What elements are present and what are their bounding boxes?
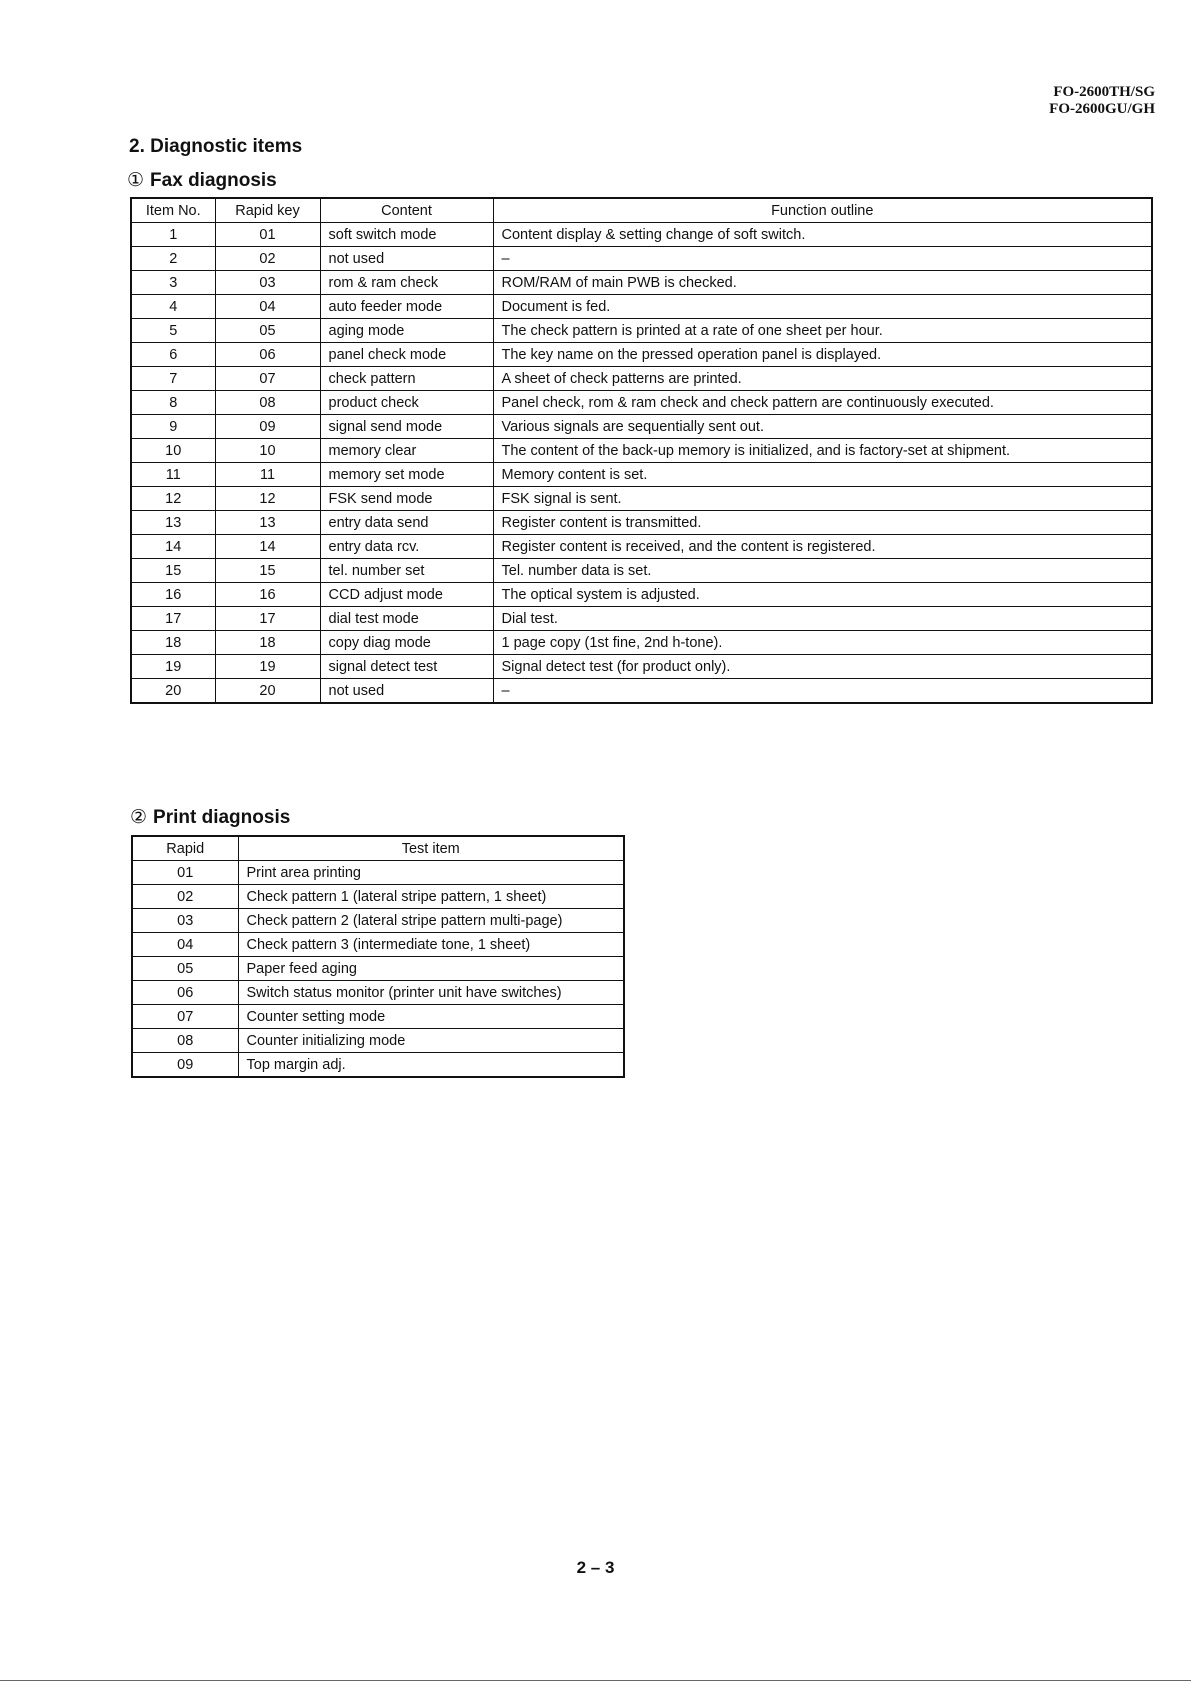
table-row — [131, 535, 1152, 559]
function-outline-cell: A sheet of check patterns are printed. — [493, 367, 1152, 391]
function-outline-cell: ROM/RAM of main PWB is checked. — [493, 271, 1152, 295]
test-item-cell: Counter initializing mode — [238, 1029, 624, 1053]
table-row — [131, 295, 1152, 319]
item-number-cell: 3 — [131, 271, 215, 295]
function-outline-cell: The key name on the pressed operation panel is displayed. — [493, 343, 1152, 367]
test-item-cell: Check pattern 1 (lateral stripe pattern, 1 sheet) — [238, 885, 624, 909]
content-cell: CCD adjust mode — [320, 583, 493, 607]
item-number-cell: 16 — [131, 583, 215, 607]
test-item-cell: Check pattern 2 (lateral stripe pattern multi-page) — [238, 909, 624, 933]
table-row — [131, 559, 1152, 583]
function-outline-cell: Content display & setting change of soft switch. — [493, 223, 1152, 247]
content-cell: soft switch mode — [320, 223, 493, 247]
test-item-cell: Paper feed aging — [238, 957, 624, 981]
rapid-key-cell: 17 — [215, 607, 320, 631]
rapid-cell: 04 — [132, 933, 238, 957]
model-number-line-1: FO-2600TH/SG — [1053, 84, 1155, 100]
print-diagnosis-heading — [130, 806, 290, 829]
test-item-cell: Switch status monitor (printer unit have switches) — [238, 981, 624, 1005]
table-row — [131, 247, 1152, 271]
content-cell: panel check mode — [320, 343, 493, 367]
fax-table-body — [131, 223, 1152, 704]
item-number-cell: 6 — [131, 343, 215, 367]
function-outline-cell: FSK signal is sent. — [493, 487, 1152, 511]
function-outline-cell: Dial test. — [493, 607, 1152, 631]
column-header-rapid-key: Rapid key — [215, 198, 320, 223]
item-number-cell: 7 — [131, 367, 215, 391]
item-number-cell: 13 — [131, 511, 215, 535]
test-item-cell: Top margin adj. — [238, 1053, 624, 1078]
function-outline-cell: – — [493, 679, 1152, 704]
print-diagnosis-title: Print diagnosis — [153, 807, 291, 828]
item-number-cell: 5 — [131, 319, 215, 343]
item-number-cell: 10 — [131, 439, 215, 463]
content-cell: signal send mode — [320, 415, 493, 439]
fax-diagnosis-heading — [127, 169, 277, 192]
rapid-key-cell: 20 — [215, 679, 320, 704]
table-row — [131, 511, 1152, 535]
rapid-key-cell: 11 — [215, 463, 320, 487]
table-row — [131, 655, 1152, 679]
function-outline-cell: Register content is received, and the content is registered. — [493, 535, 1152, 559]
content-cell: not used — [320, 247, 493, 271]
rapid-cell: 02 — [132, 885, 238, 909]
rapid-key-cell: 07 — [215, 367, 320, 391]
print-table-body — [132, 861, 624, 1078]
rapid-key-cell: 05 — [215, 319, 320, 343]
rapid-key-cell: 04 — [215, 295, 320, 319]
item-number-cell: 18 — [131, 631, 215, 655]
section-title: 2. Diagnostic items — [129, 136, 303, 157]
page-bottom-rule — [0, 1680, 1191, 1681]
column-header-function-outline: Function outline — [493, 198, 1152, 223]
content-cell: dial test mode — [320, 607, 493, 631]
rapid-key-cell: 14 — [215, 535, 320, 559]
function-outline-cell: The optical system is adjusted. — [493, 583, 1152, 607]
table-row — [132, 933, 624, 957]
rapid-cell: 07 — [132, 1005, 238, 1029]
item-number-cell: 2 — [131, 247, 215, 271]
function-outline-cell: The check pattern is printed at a rate of one sheet per hour. — [493, 319, 1152, 343]
table-row — [131, 583, 1152, 607]
rapid-key-cell: 13 — [215, 511, 320, 535]
rapid-cell: 08 — [132, 1029, 238, 1053]
function-outline-cell: Register content is transmitted. — [493, 511, 1152, 535]
rapid-cell: 05 — [132, 957, 238, 981]
function-outline-cell: – — [493, 247, 1152, 271]
rapid-key-cell: 15 — [215, 559, 320, 583]
table-row — [131, 415, 1152, 439]
function-outline-cell: Signal detect test (for product only). — [493, 655, 1152, 679]
rapid-key-cell: 16 — [215, 583, 320, 607]
rapid-key-cell: 01 — [215, 223, 320, 247]
rapid-key-cell: 10 — [215, 439, 320, 463]
item-number-cell: 8 — [131, 391, 215, 415]
page-number: 2 – 3 — [576, 1558, 615, 1577]
function-outline-cell: Tel. number data is set. — [493, 559, 1152, 583]
item-number-cell: 15 — [131, 559, 215, 583]
content-cell: rom & ram check — [320, 271, 493, 295]
table-row — [131, 343, 1152, 367]
table-row — [131, 463, 1152, 487]
column-header-test-item: Test item — [238, 836, 624, 861]
table-row — [131, 679, 1152, 704]
table-row — [132, 909, 624, 933]
content-cell: copy diag mode — [320, 631, 493, 655]
table-row — [132, 1053, 624, 1078]
content-cell: not used — [320, 679, 493, 704]
table-row — [131, 391, 1152, 415]
table-row — [132, 957, 624, 981]
fax-table-header-row — [131, 198, 1152, 223]
content-cell: memory clear — [320, 439, 493, 463]
fax-diagnosis-title: Fax diagnosis — [150, 170, 277, 191]
test-item-cell: Check pattern 3 (intermediate tone, 1 sheet) — [238, 933, 624, 957]
table-row — [131, 319, 1152, 343]
rapid-cell: 06 — [132, 981, 238, 1005]
content-cell: check pattern — [320, 367, 493, 391]
item-number-cell: 4 — [131, 295, 215, 319]
item-number-cell: 12 — [131, 487, 215, 511]
rapid-key-cell: 02 — [215, 247, 320, 271]
model-number-header — [1049, 84, 1155, 118]
table-row — [132, 885, 624, 909]
table-row — [132, 1005, 624, 1029]
column-header-content: Content — [320, 198, 493, 223]
content-cell: tel. number set — [320, 559, 493, 583]
function-outline-cell: Memory content is set. — [493, 463, 1152, 487]
rapid-key-cell: 12 — [215, 487, 320, 511]
item-number-cell: 19 — [131, 655, 215, 679]
rapid-key-cell: 03 — [215, 271, 320, 295]
rapid-key-cell: 18 — [215, 631, 320, 655]
table-row — [131, 367, 1152, 391]
function-outline-cell: Document is fed. — [493, 295, 1152, 319]
content-cell: signal detect test — [320, 655, 493, 679]
content-cell: entry data rcv. — [320, 535, 493, 559]
table-row — [131, 607, 1152, 631]
content-cell: FSK send mode — [320, 487, 493, 511]
table-row — [131, 439, 1152, 463]
item-number-cell: 9 — [131, 415, 215, 439]
rapid-key-cell: 08 — [215, 391, 320, 415]
content-cell: entry data send — [320, 511, 493, 535]
item-number-cell: 14 — [131, 535, 215, 559]
print-diagnosis-number: ② — [130, 807, 148, 828]
content-cell: aging mode — [320, 319, 493, 343]
rapid-key-cell: 09 — [215, 415, 320, 439]
table-row — [131, 631, 1152, 655]
table-row — [131, 271, 1152, 295]
content-cell: product check — [320, 391, 493, 415]
test-item-cell: Counter setting mode — [238, 1005, 624, 1029]
table-row — [132, 861, 624, 885]
model-number-line-2: FO-2600GU/GH — [1049, 101, 1155, 117]
table-row — [132, 1029, 624, 1053]
table-row — [132, 981, 624, 1005]
fax-diagnosis-number: ① — [127, 170, 145, 191]
column-header-rapid: Rapid — [132, 836, 238, 861]
item-number-cell: 11 — [131, 463, 215, 487]
rapid-key-cell: 19 — [215, 655, 320, 679]
item-number-cell: 1 — [131, 223, 215, 247]
content-cell: auto feeder mode — [320, 295, 493, 319]
print-table-header-row — [132, 836, 624, 861]
function-outline-cell: Panel check, rom & ram check and check pattern are continuously executed. — [493, 391, 1152, 415]
test-item-cell: Print area printing — [238, 861, 624, 885]
table-row — [131, 487, 1152, 511]
fax-diagnosis-table — [130, 197, 1153, 704]
table-row — [131, 223, 1152, 247]
rapid-cell: 01 — [132, 861, 238, 885]
content-cell: memory set mode — [320, 463, 493, 487]
rapid-cell: 03 — [132, 909, 238, 933]
rapid-key-cell: 06 — [215, 343, 320, 367]
rapid-cell: 09 — [132, 1053, 238, 1078]
print-diagnosis-table — [131, 835, 625, 1078]
item-number-cell: 20 — [131, 679, 215, 704]
column-header-item-no: Item No. — [131, 198, 215, 223]
function-outline-cell: 1 page copy (1st fine, 2nd h-tone). — [493, 631, 1152, 655]
function-outline-cell: Various signals are sequentially sent out. — [493, 415, 1152, 439]
item-number-cell: 17 — [131, 607, 215, 631]
function-outline-cell: The content of the back-up memory is initialized, and is factory-set at shipment. — [493, 439, 1152, 463]
